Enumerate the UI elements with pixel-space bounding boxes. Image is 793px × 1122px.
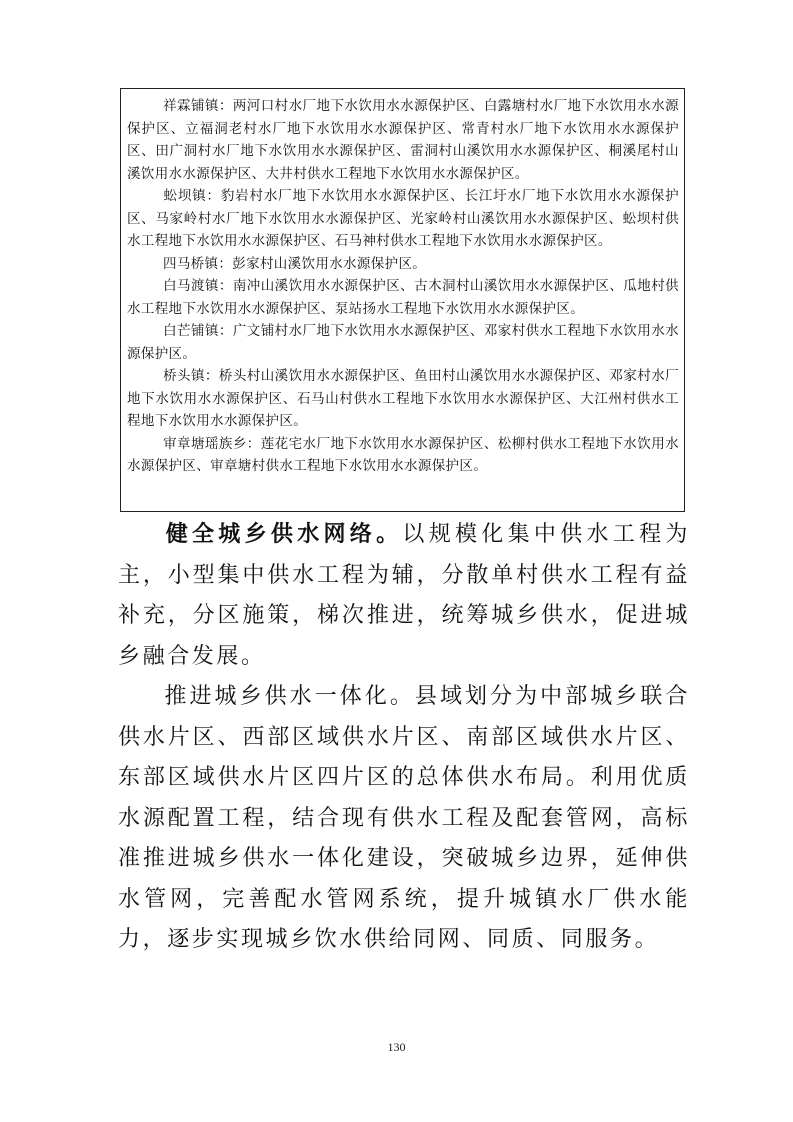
protection-text: 祥霖铺镇：两河口村水厂地下水饮用水水源保护区、白露塘村水厂地下水饮用水水源保护区、立福洞老村水厂地下水饮用水水源保护区、常青村水厂地下水饮用水水源保护区、田广洞村水厂地下水饮用水水源保护区、雷洞村山溪饮用水水源保护区、桐溪尾村山溪饮用水水源保护区、大井村供水工程地下水饮用水水源保护区。 bbox=[127, 98, 679, 182]
protection-paragraph-shenzhangtang bbox=[127, 433, 679, 478]
page-number: 130 bbox=[387, 1040, 406, 1054]
paragraph-lead-heading: 健全城乡供水网络。 bbox=[164, 522, 403, 547]
water-source-protection-box bbox=[120, 88, 685, 512]
paragraph-text: 推进城乡供水一体化。县域划分为中部城乡联合供水片区、西部区域供水片区、南部区域供水片区、东部区域供水片区四片区的总体供水布局。利用优质水源配置工程，结合现有供水工程及配套管网，高标准推进城乡供水一体化建设，突破城乡边界，延伸供水管网，完善配水管网系统，提升城镇水厂供水能力，逐步实现城乡饮水供给同网、同质、同服务。 bbox=[118, 684, 690, 952]
protection-paragraph-xianglinpu bbox=[127, 95, 679, 185]
protection-paragraph-baimadu bbox=[127, 275, 679, 320]
main-body-text bbox=[118, 515, 690, 961]
paragraph-text: 以规模化集中供水工程为主，小型集中供水工程为辅，分散单村供水工程有益补充，分区施策，梯次推进，统筹城乡供水，促进城乡融合发展。 bbox=[118, 522, 690, 669]
body-paragraph-integration bbox=[118, 677, 690, 961]
protection-text: 桥头镇：桥头村山溪饮用水水源保护区、鱼田村山溪饮用水水源保护区、邓家村水厂地下水饮用水水源保护区、石马山村供水工程地下水饮用水水源保护区、大江州村供水工程地下水饮用水水源保护区。 bbox=[127, 368, 679, 429]
protection-text: 蚣坝镇：豹岩村水厂地下水饮用水水源保护区、长江圩水厂地下水饮用水水源保护区、马家岭村水厂地下水饮用水水源保护区、光家岭村山溪饮用水水源保护区、蚣坝村供水工程地下水饮用水水源保护区、石马神村供水工程地下水饮用水水源保护区。 bbox=[127, 188, 679, 249]
protection-text: 白芒铺镇：广文铺村水厂地下水饮用水水源保护区、邓家村供水工程地下水饮用水水源保护区。 bbox=[127, 323, 679, 362]
protection-paragraph-baimangpu bbox=[127, 320, 679, 365]
protection-text: 四马桥镇：彭家村山溪饮用水水源保护区。 bbox=[163, 255, 427, 272]
protection-text: 白马渡镇：南冲山溪饮用水水源保护区、古木洞村山溪饮用水水源保护区、瓜地村供水工程地下水饮用水水源保护区、泵站扬水工程地下水饮用水水源保护区。 bbox=[127, 278, 679, 317]
protection-paragraph-simaqiao bbox=[127, 253, 679, 276]
protection-paragraph-gongba bbox=[127, 185, 679, 253]
protection-paragraph-qiaotou bbox=[127, 365, 679, 433]
protection-text: 审章塘瑶族乡：莲花宅水厂地下水饮用水水源保护区、松柳村供水工程地下水饮用水水源保护区、审章塘村供水工程地下水饮用水水源保护区。 bbox=[127, 435, 679, 474]
body-paragraph-supply-network bbox=[118, 515, 690, 677]
